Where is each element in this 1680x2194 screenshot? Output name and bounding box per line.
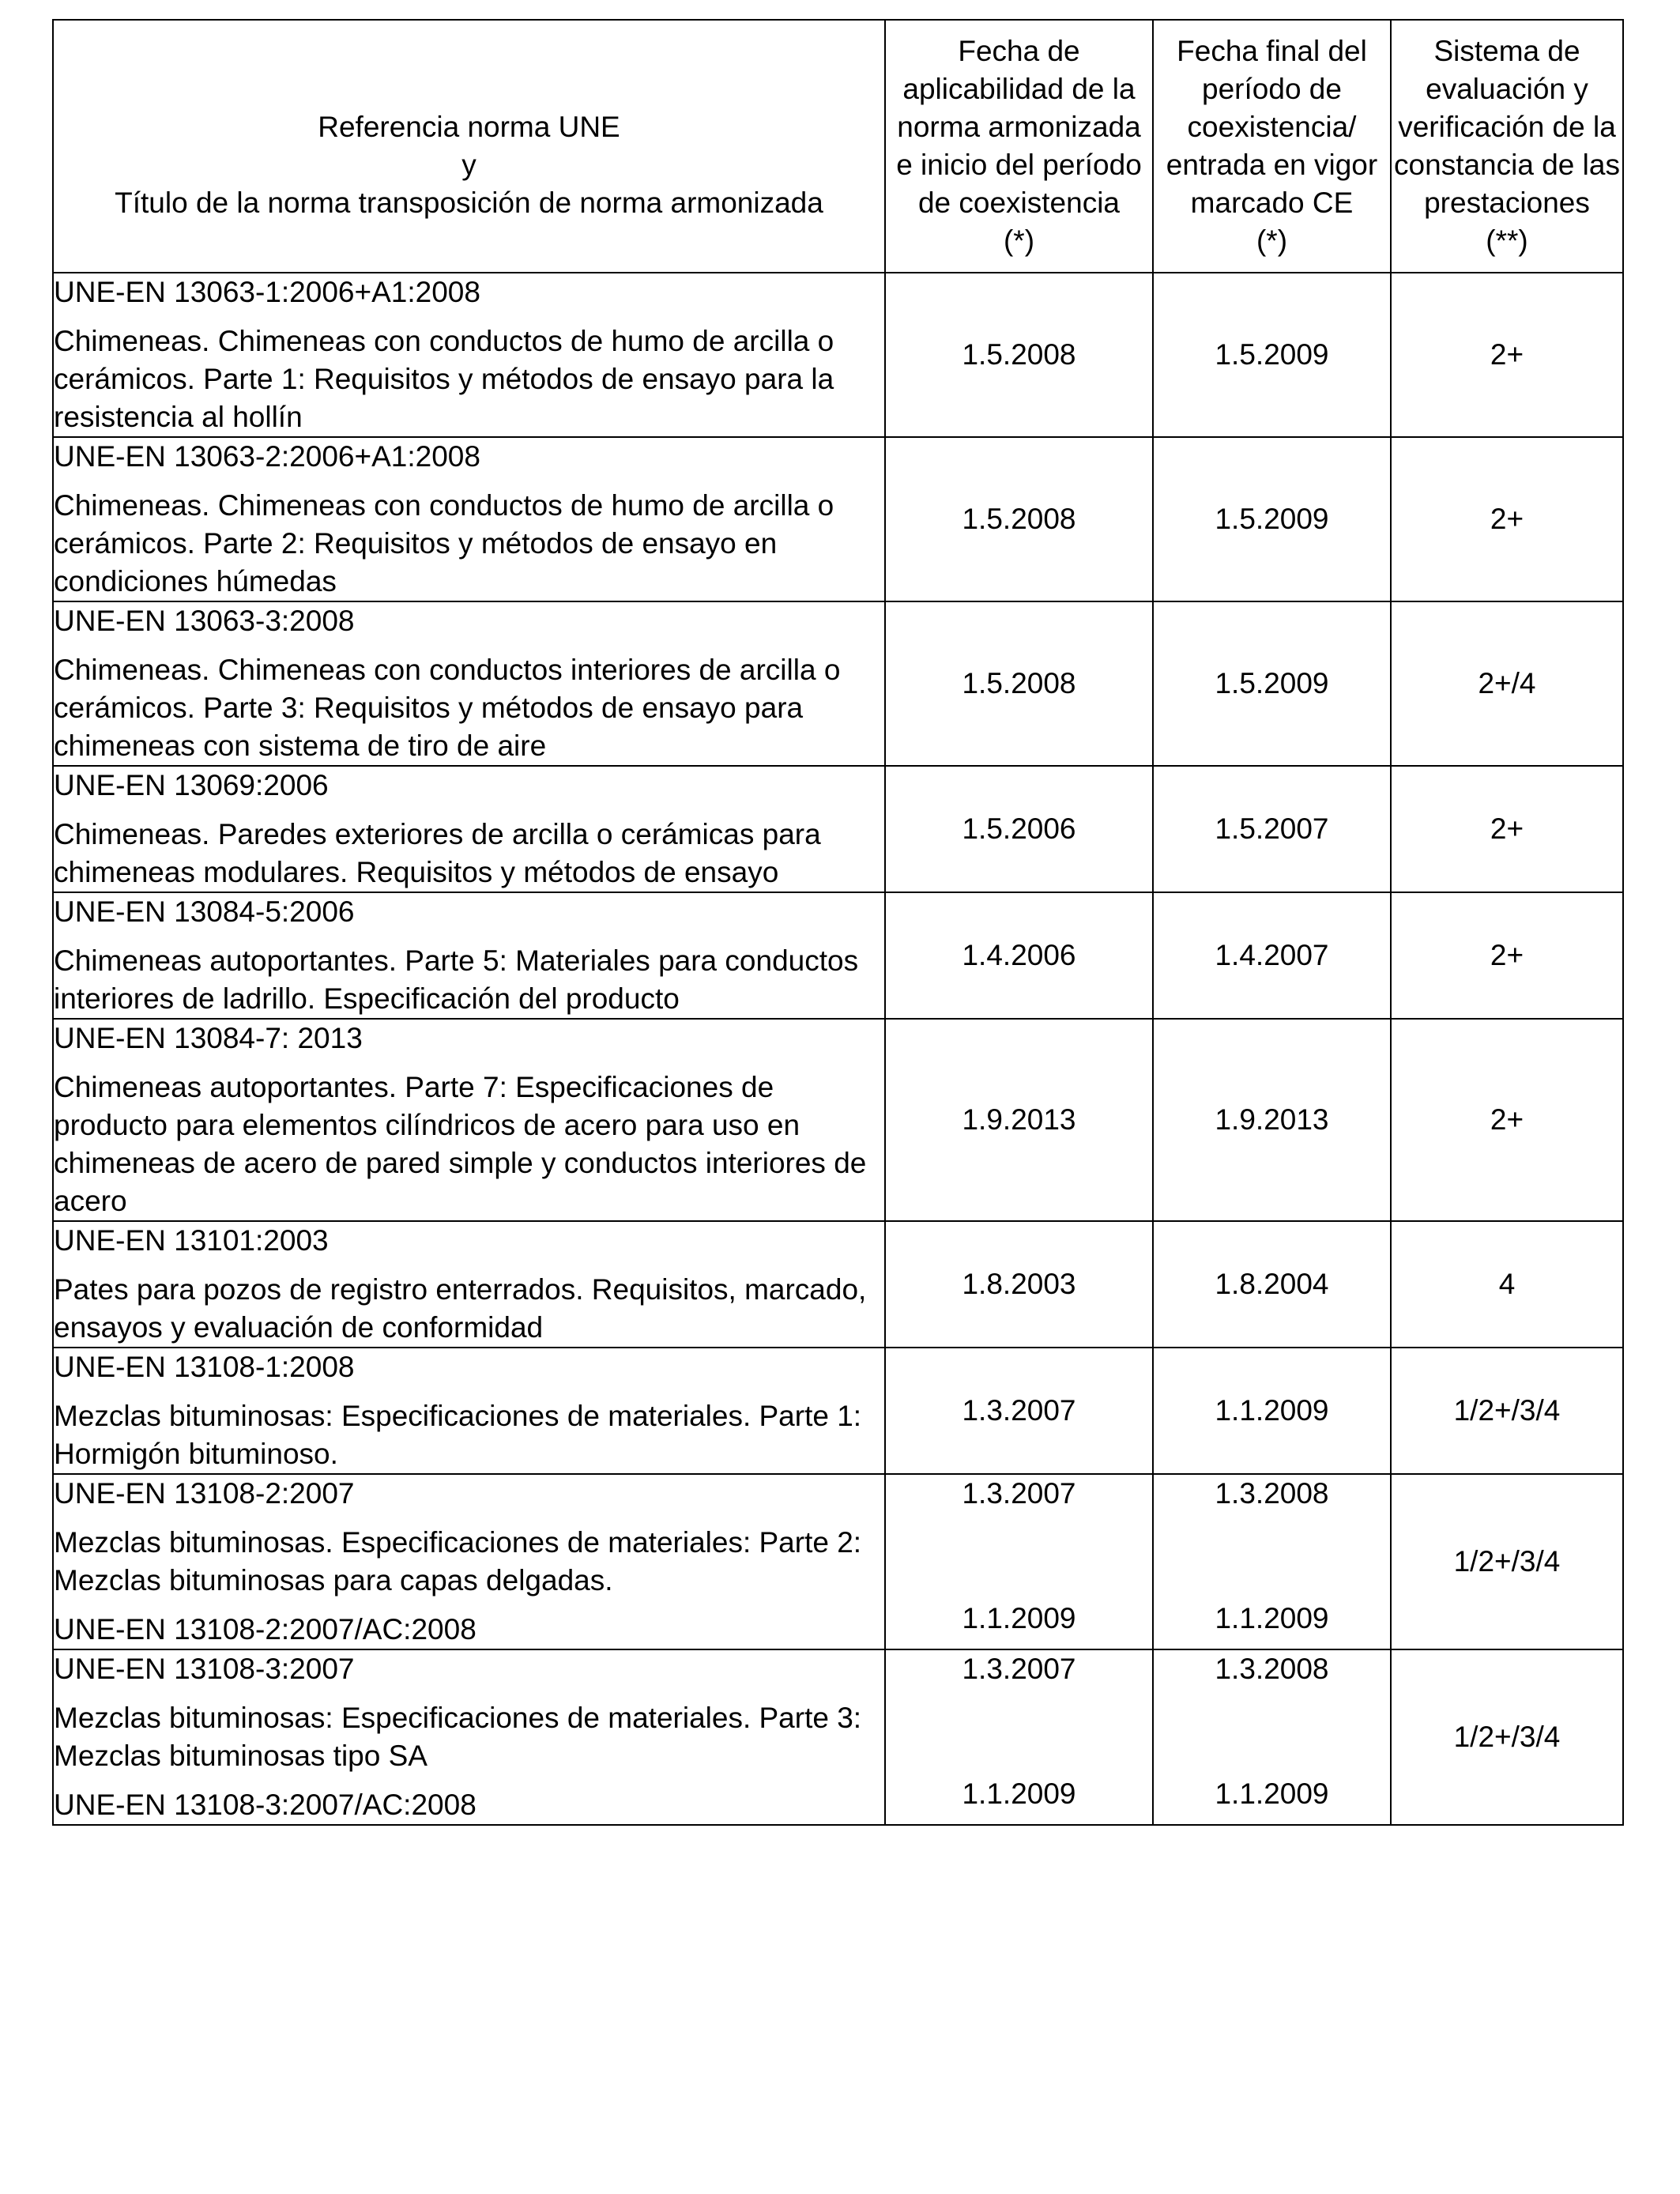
fecha-final-cell: 1.8.2004	[1153, 1221, 1391, 1348]
fecha-aplicabilidad: 1.3.2007	[962, 1477, 1076, 1510]
norm-corrigendum-reference: UNE-EN 13108-2:2007/AC:2008	[54, 1613, 477, 1646]
fecha-aplicabilidad-cell: 1.5.2008	[885, 437, 1153, 601]
norm-reference: UNE-EN 13108-3:2007	[54, 1653, 355, 1685]
norm-reference: UNE-EN 13063-2:2006+A1:2008	[54, 440, 480, 473]
norm-description-cell	[53, 766, 885, 892]
norm-reference: UNE-EN 13069:2006	[54, 769, 329, 801]
table-row	[53, 892, 1623, 1019]
fecha-aplicabilidad-cell: 1.4.2006	[885, 892, 1153, 1019]
table-row	[53, 1221, 1623, 1348]
table-row	[53, 601, 1623, 766]
fecha-aplicabilidad-cell: 1.5.2006	[885, 766, 1153, 892]
table-row	[53, 273, 1623, 437]
norm-description-cell	[53, 437, 885, 601]
fecha-final: 1.3.2008	[1215, 1653, 1329, 1685]
norm-title: Pates para pozos de registro enterrados. Requisitos, marcado, ensayos y evaluación de conformidad	[54, 1273, 867, 1344]
norm-corrigendum-reference: UNE-EN 13108-3:2007/AC:2008	[54, 1789, 477, 1821]
sistema-cell: 1/2+/3/4	[1391, 1348, 1623, 1474]
fecha-aplicabilidad-cell	[885, 1649, 1153, 1825]
header-reference-title: Referencia norma UNE y Título de la norma transposición de norma armonizada	[53, 20, 885, 273]
norm-description-cell	[53, 892, 885, 1019]
table-row	[53, 437, 1623, 601]
sistema-cell: 4	[1391, 1221, 1623, 1348]
norm-title: Chimeneas. Paredes exteriores de arcilla o cerámicas para chimeneas modulares. Requisitos y métodos de ensayo	[54, 818, 821, 888]
norm-reference: UNE-EN 13108-2:2007	[54, 1477, 355, 1510]
norm-reference: UNE-EN 13101:2003	[54, 1224, 329, 1257]
fecha-final-corrigendum: 1.1.2009	[1215, 1777, 1329, 1810]
fecha-aplicabilidad-cell: 1.5.2008	[885, 601, 1153, 766]
fecha-final: 1.3.2008	[1215, 1477, 1329, 1510]
fecha-aplicabilidad-corrigendum: 1.1.2009	[962, 1777, 1076, 1810]
fecha-aplicabilidad-cell: 1.9.2013	[885, 1019, 1153, 1221]
fecha-final-cell: 1.5.2009	[1153, 437, 1391, 601]
sistema-cell: 2+	[1391, 1019, 1623, 1221]
fecha-final-corrigendum: 1.1.2009	[1215, 1602, 1329, 1634]
sistema-cell: 1/2+/3/4	[1391, 1474, 1623, 1649]
fecha-final-cell	[1153, 1649, 1391, 1825]
norm-title: Chimeneas autoportantes. Parte 7: Especificaciones de producto para elementos cilíndricos de acero para uso en chimeneas de acero de pared simple y conductos interiores de acero	[54, 1071, 867, 1217]
fecha-aplicabilidad-cell	[885, 1474, 1153, 1649]
sistema-cell: 1/2+/3/4	[1391, 1649, 1623, 1825]
norm-reference: UNE-EN 13108-1:2008	[54, 1351, 355, 1383]
norm-description-cell	[53, 1474, 885, 1649]
norm-title: Chimeneas. Chimeneas con conductos interiores de arcilla o cerámicos. Parte 3: Requisitos y métodos de ensayo para chimeneas con sistema de tiro de aire	[54, 654, 841, 762]
norm-title: Chimeneas. Chimeneas con conductos de humo de arcilla o cerámicos. Parte 1: Requisitos y métodos de ensayo para la resistencia al hollín	[54, 325, 834, 433]
norm-reference: UNE-EN 13063-1:2006+A1:2008	[54, 276, 480, 308]
norm-title: Mezclas bituminosas. Especificaciones de materiales: Parte 2: Mezclas bituminosas para capas delgadas.	[54, 1526, 862, 1596]
fecha-final-cell: 1.5.2009	[1153, 273, 1391, 437]
fecha-aplicabilidad-cell: 1.5.2008	[885, 273, 1153, 437]
header-sistema-evaluacion: Sistema de evaluación y verificación de la constancia de las prestaciones (**)	[1391, 20, 1623, 273]
norm-reference: UNE-EN 13084-7: 2013	[54, 1022, 363, 1054]
table-row	[53, 1348, 1623, 1474]
norm-description-cell	[53, 1649, 885, 1825]
table-row	[53, 1019, 1623, 1221]
norm-reference: UNE-EN 13063-3:2008	[54, 605, 355, 637]
norm-title: Chimeneas autoportantes. Parte 5: Materiales para conductos interiores de ladrillo. Especificación del producto	[54, 944, 859, 1015]
fecha-final-cell	[1153, 1474, 1391, 1649]
norms-table	[52, 19, 1624, 1826]
sistema-cell: 2+	[1391, 273, 1623, 437]
sistema-cell: 2+	[1391, 892, 1623, 1019]
header-fecha-final: Fecha final del período de coexistencia/ entrada en vigor marcado CE (*)	[1153, 20, 1391, 273]
norm-title: Chimeneas. Chimeneas con conductos de humo de arcilla o cerámicos. Parte 2: Requisitos y métodos de ensayo en condiciones húmedas	[54, 489, 834, 598]
table-row	[53, 1474, 1623, 1649]
norm-description-cell	[53, 1348, 885, 1474]
norm-description-cell	[53, 1221, 885, 1348]
table-row	[53, 1649, 1623, 1825]
norm-description-cell	[53, 273, 885, 437]
norm-reference: UNE-EN 13084-5:2006	[54, 895, 355, 928]
header-row	[53, 20, 1623, 273]
sistema-cell: 2+	[1391, 437, 1623, 601]
fecha-aplicabilidad-cell: 1.3.2007	[885, 1348, 1153, 1474]
sistema-cell: 2+/4	[1391, 601, 1623, 766]
table-row	[53, 766, 1623, 892]
header-fecha-aplicabilidad: Fecha de aplicabilidad de la norma armonizada e inicio del período de coexistencia (*)	[885, 20, 1153, 273]
fecha-final-cell: 1.4.2007	[1153, 892, 1391, 1019]
fecha-final-cell: 1.1.2009	[1153, 1348, 1391, 1474]
fecha-final-cell: 1.9.2013	[1153, 1019, 1391, 1221]
fecha-aplicabilidad: 1.3.2007	[962, 1653, 1076, 1685]
norm-description-cell	[53, 601, 885, 766]
fecha-aplicabilidad-corrigendum: 1.1.2009	[962, 1602, 1076, 1634]
fecha-final-cell: 1.5.2007	[1153, 766, 1391, 892]
sistema-cell: 2+	[1391, 766, 1623, 892]
norm-title: Mezclas bituminosas: Especificaciones de materiales. Parte 1: Hormigón bituminoso.	[54, 1400, 862, 1470]
norm-title: Mezclas bituminosas: Especificaciones de materiales. Parte 3: Mezclas bituminosas tipo SA	[54, 1702, 862, 1772]
fecha-aplicabilidad-cell: 1.8.2003	[885, 1221, 1153, 1348]
fecha-final-cell: 1.5.2009	[1153, 601, 1391, 766]
norm-description-cell	[53, 1019, 885, 1221]
